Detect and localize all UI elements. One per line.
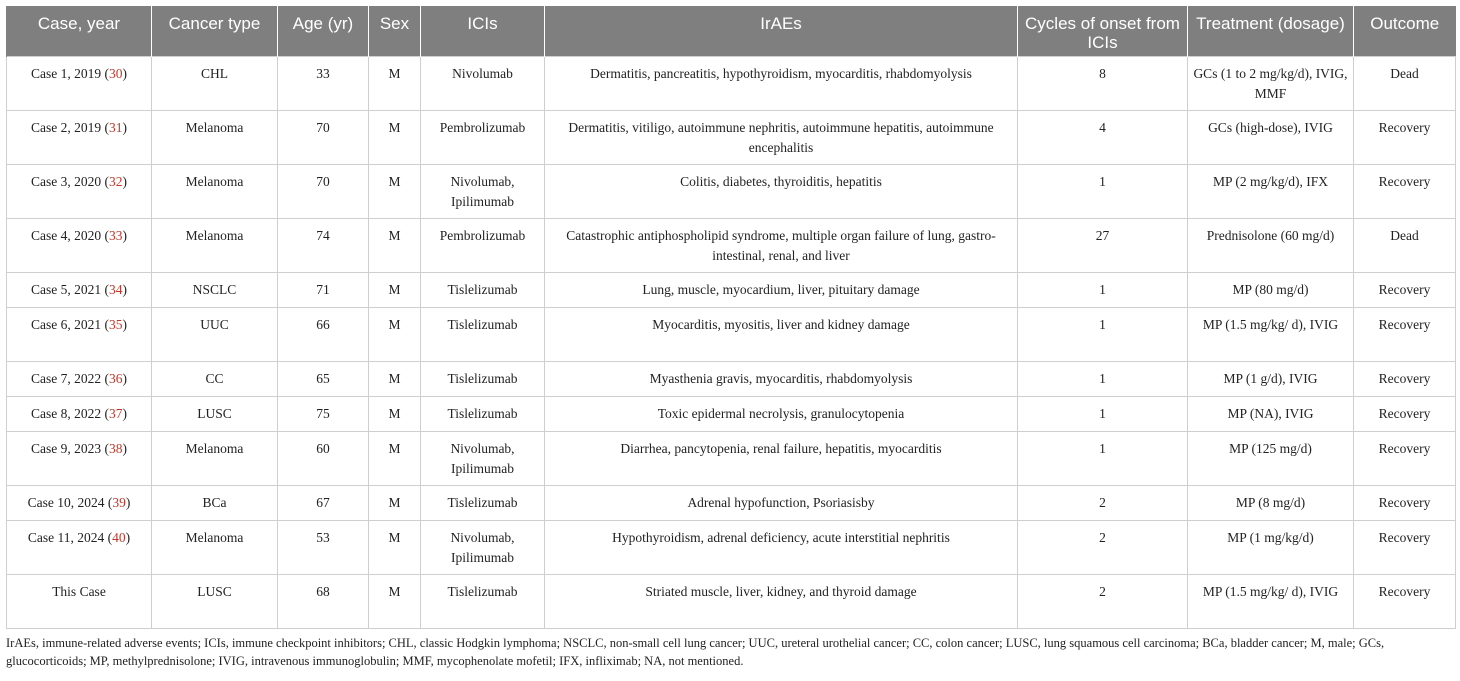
icis-cell: Pembrolizumab xyxy=(421,218,545,272)
case-label: Case 5, 2021 xyxy=(31,281,102,297)
sex-cell: M xyxy=(369,56,421,110)
case-label: Case 8, 2022 xyxy=(31,405,102,421)
case-year-cell: Case 7, 2022 (36) xyxy=(7,361,152,396)
cycles-cell: 4 xyxy=(1018,110,1188,164)
age-cell: 74 xyxy=(278,218,369,272)
reference-link[interactable]: 30 xyxy=(109,65,123,81)
icis-cell: Tislelizumab xyxy=(421,574,545,628)
cycles-cell: 2 xyxy=(1018,485,1188,520)
icis-cell: Nivolumab, Ipilimumab xyxy=(421,431,545,485)
table-row xyxy=(7,272,1456,307)
case-label: Case 7, 2022 xyxy=(31,370,102,386)
header-age: Age (yr) xyxy=(278,6,369,56)
cancer-type-cell: Melanoma xyxy=(152,164,278,218)
cancer-type-cell: BCa xyxy=(152,485,278,520)
iraes-cell: Diarrhea, pancytopenia, renal failure, hepatitis, myocarditis xyxy=(545,431,1018,485)
sex-cell: M xyxy=(369,361,421,396)
header-case-year: Case, year xyxy=(7,6,152,56)
iraes-cell: Dermatitis, pancreatitis, hypothyroidism, myocarditis, rhabdomyolysis xyxy=(545,56,1018,110)
sex-cell: M xyxy=(369,574,421,628)
icis-cell: Tislelizumab xyxy=(421,361,545,396)
cycles-cell: 1 xyxy=(1018,164,1188,218)
outcome-cell: Recovery xyxy=(1354,110,1456,164)
reference-link[interactable]: 34 xyxy=(109,281,123,297)
cycles-cell: 1 xyxy=(1018,361,1188,396)
case-table-container xyxy=(6,6,1455,629)
sex-cell: M xyxy=(369,164,421,218)
case-label: Case 9, 2023 xyxy=(31,440,102,456)
sex-cell: M xyxy=(369,307,421,361)
case-year-cell: Case 10, 2024 (39) xyxy=(7,485,152,520)
sex-cell: M xyxy=(369,218,421,272)
case-year-cell xyxy=(7,574,152,628)
treatment-cell: Prednisolone (60 mg/d) xyxy=(1188,218,1354,272)
sex-cell: M xyxy=(369,110,421,164)
age-cell: 65 xyxy=(278,361,369,396)
table-row xyxy=(7,307,1456,361)
reference-link[interactable]: 40 xyxy=(112,529,126,545)
cycles-cell: 1 xyxy=(1018,431,1188,485)
cancer-type-cell: LUSC xyxy=(152,396,278,431)
age-cell: 71 xyxy=(278,272,369,307)
cancer-type-cell: Melanoma xyxy=(152,520,278,574)
header-treatment: Treatment (dosage) xyxy=(1188,6,1354,56)
table-row xyxy=(7,218,1456,272)
treatment-cell: MP (1 mg/kg/d) xyxy=(1188,520,1354,574)
case-year-cell: Case 4, 2020 (33) xyxy=(7,218,152,272)
icis-cell: Tislelizumab xyxy=(421,485,545,520)
iraes-cell: Myocarditis, myositis, liver and kidney damage xyxy=(545,307,1018,361)
header-cycles: Cycles of onset from ICIs xyxy=(1018,6,1188,56)
age-cell: 68 xyxy=(278,574,369,628)
icis-cell: Tislelizumab xyxy=(421,396,545,431)
reference-link[interactable]: 33 xyxy=(109,227,123,243)
outcome-cell: Recovery xyxy=(1354,485,1456,520)
case-year-cell: Case 9, 2023 (38) xyxy=(7,431,152,485)
outcome-cell: Recovery xyxy=(1354,307,1456,361)
cancer-type-cell: LUSC xyxy=(152,574,278,628)
treatment-cell: MP (125 mg/d) xyxy=(1188,431,1354,485)
age-cell: 67 xyxy=(278,485,369,520)
cycles-cell: 1 xyxy=(1018,307,1188,361)
treatment-cell: MP (80 mg/d) xyxy=(1188,272,1354,307)
table-row xyxy=(7,361,1456,396)
treatment-cell: MP (1.5 mg/kg/ d), IVIG xyxy=(1188,307,1354,361)
reference-link[interactable]: 38 xyxy=(109,440,123,456)
table-row xyxy=(7,110,1456,164)
age-cell: 70 xyxy=(278,110,369,164)
case-label: This Case xyxy=(52,583,106,599)
outcome-cell: Recovery xyxy=(1354,164,1456,218)
reference-link[interactable]: 31 xyxy=(109,119,123,135)
cycles-cell: 2 xyxy=(1018,574,1188,628)
header-cancer-type: Cancer type xyxy=(152,6,278,56)
case-label: Case 3, 2020 xyxy=(31,173,102,189)
case-label: Case 4, 2020 xyxy=(31,227,102,243)
case-year-cell: Case 2, 2019 (31) xyxy=(7,110,152,164)
sex-cell: M xyxy=(369,431,421,485)
table-row xyxy=(7,396,1456,431)
iraes-cell: Catastrophic antiphospholipid syndrome, multiple organ failure of lung, gastro-intestinal, renal, and liver xyxy=(545,218,1018,272)
cancer-type-cell: NSCLC xyxy=(152,272,278,307)
reference-link[interactable]: 37 xyxy=(109,405,123,421)
header-icis: ICIs xyxy=(421,6,545,56)
treatment-cell: MP (NA), IVIG xyxy=(1188,396,1354,431)
iraes-cell: Colitis, diabetes, thyroiditis, hepatitis xyxy=(545,164,1018,218)
case-year-cell: Case 3, 2020 (32) xyxy=(7,164,152,218)
case-year-cell: Case 6, 2021 (35) xyxy=(7,307,152,361)
treatment-cell: GCs (high-dose), IVIG xyxy=(1188,110,1354,164)
age-cell: 70 xyxy=(278,164,369,218)
case-year-cell: Case 1, 2019 (30) xyxy=(7,56,152,110)
cancer-type-cell: CC xyxy=(152,361,278,396)
cycles-cell: 27 xyxy=(1018,218,1188,272)
table-row xyxy=(7,431,1456,485)
age-cell: 33 xyxy=(278,56,369,110)
cancer-type-cell: Melanoma xyxy=(152,431,278,485)
age-cell: 66 xyxy=(278,307,369,361)
cancer-type-cell: Melanoma xyxy=(152,218,278,272)
reference-link[interactable]: 36 xyxy=(109,370,123,386)
icis-cell: Tislelizumab xyxy=(421,272,545,307)
treatment-cell: MP (1.5 mg/kg/ d), IVIG xyxy=(1188,574,1354,628)
treatment-cell: GCs (1 to 2 mg/kg/d), IVIG, MMF xyxy=(1188,56,1354,110)
case-label: Case 2, 2019 xyxy=(31,119,102,135)
iraes-cell: Lung, muscle, myocardium, liver, pituitary damage xyxy=(545,272,1018,307)
iraes-cell: Striated muscle, liver, kidney, and thyroid damage xyxy=(545,574,1018,628)
cancer-type-cell: Melanoma xyxy=(152,110,278,164)
header-row xyxy=(7,6,1456,56)
table-row xyxy=(7,56,1456,110)
icis-cell: Nivolumab, Ipilimumab xyxy=(421,164,545,218)
treatment-cell: MP (8 mg/d) xyxy=(1188,485,1354,520)
icis-cell: Nivolumab, Ipilimumab xyxy=(421,520,545,574)
case-year-cell: Case 8, 2022 (37) xyxy=(7,396,152,431)
icis-cell: Nivolumab xyxy=(421,56,545,110)
outcome-cell: Recovery xyxy=(1354,396,1456,431)
iraes-cell: Dermatitis, vitiligo, autoimmune nephritis, autoimmune hepatitis, autoimmune encephalitis xyxy=(545,110,1018,164)
outcome-cell: Recovery xyxy=(1354,520,1456,574)
case-year-cell: Case 5, 2021 (34) xyxy=(7,272,152,307)
case-label: Case 1, 2019 xyxy=(31,65,102,81)
table-body xyxy=(7,56,1456,628)
cancer-type-cell: CHL xyxy=(152,56,278,110)
case-year-cell: Case 11, 2024 (40) xyxy=(7,520,152,574)
header-iraes: IrAEs xyxy=(545,6,1018,56)
case-label: Case 11, 2024 xyxy=(27,529,105,545)
cancer-type-cell: UUC xyxy=(152,307,278,361)
age-cell: 53 xyxy=(278,520,369,574)
case-label: Case 10, 2024 xyxy=(27,494,105,510)
cycles-cell: 1 xyxy=(1018,272,1188,307)
reference-link[interactable]: 35 xyxy=(109,316,123,332)
iraes-cell: Toxic epidermal necrolysis, granulocytopenia xyxy=(545,396,1018,431)
sex-cell: M xyxy=(369,520,421,574)
outcome-cell: Dead xyxy=(1354,56,1456,110)
iraes-cell: Adrenal hypofunction, Psoriasisby xyxy=(545,485,1018,520)
outcome-cell: Recovery xyxy=(1354,431,1456,485)
outcome-cell: Recovery xyxy=(1354,361,1456,396)
icis-cell: Pembrolizumab xyxy=(421,110,545,164)
table-row xyxy=(7,574,1456,628)
cycles-cell: 1 xyxy=(1018,396,1188,431)
reference-link[interactable]: 39 xyxy=(112,494,126,510)
table-footnote: IrAEs, immune-related adverse events; ICIs, immune checkpoint inhibitors; CHL, classic Hodgkin lymphoma; NSCLC, non-small cell lung cancer; UUC, ureteral urothelial cancer; CC, colon cancer; LUSC, lung squamous cell carcinoma; BCa, bladder cancer; M, male; GCs, glucocorticoids; MP, methylprednisolone; IVIG, intravenous immunoglobulin; MMF, mycophenolate mofetil; IFX, infliximab; NA, not mentioned. xyxy=(6,636,1385,668)
treatment-cell: MP (2 mg/kg/d), IFX xyxy=(1188,164,1354,218)
table-row xyxy=(7,485,1456,520)
table-row xyxy=(7,164,1456,218)
treatment-cell: MP (1 g/d), IVIG xyxy=(1188,361,1354,396)
header-outcome: Outcome xyxy=(1354,6,1456,56)
outcome-cell: Dead xyxy=(1354,218,1456,272)
cycles-cell: 8 xyxy=(1018,56,1188,110)
outcome-cell: Recovery xyxy=(1354,574,1456,628)
outcome-cell: Recovery xyxy=(1354,272,1456,307)
age-cell: 75 xyxy=(278,396,369,431)
table-row xyxy=(7,520,1456,574)
age-cell: 60 xyxy=(278,431,369,485)
iraes-cell: Myasthenia gravis, myocarditis, rhabdomyolysis xyxy=(545,361,1018,396)
case-label: Case 6, 2021 xyxy=(31,316,102,332)
case-table xyxy=(6,6,1456,629)
icis-cell: Tislelizumab xyxy=(421,307,545,361)
sex-cell: M xyxy=(369,396,421,431)
sex-cell: M xyxy=(369,272,421,307)
reference-link[interactable]: 32 xyxy=(109,173,123,189)
iraes-cell: Hypothyroidism, adrenal deficiency, acute interstitial nephritis xyxy=(545,520,1018,574)
header-sex: Sex xyxy=(369,6,421,56)
cycles-cell: 2 xyxy=(1018,520,1188,574)
sex-cell: M xyxy=(369,485,421,520)
